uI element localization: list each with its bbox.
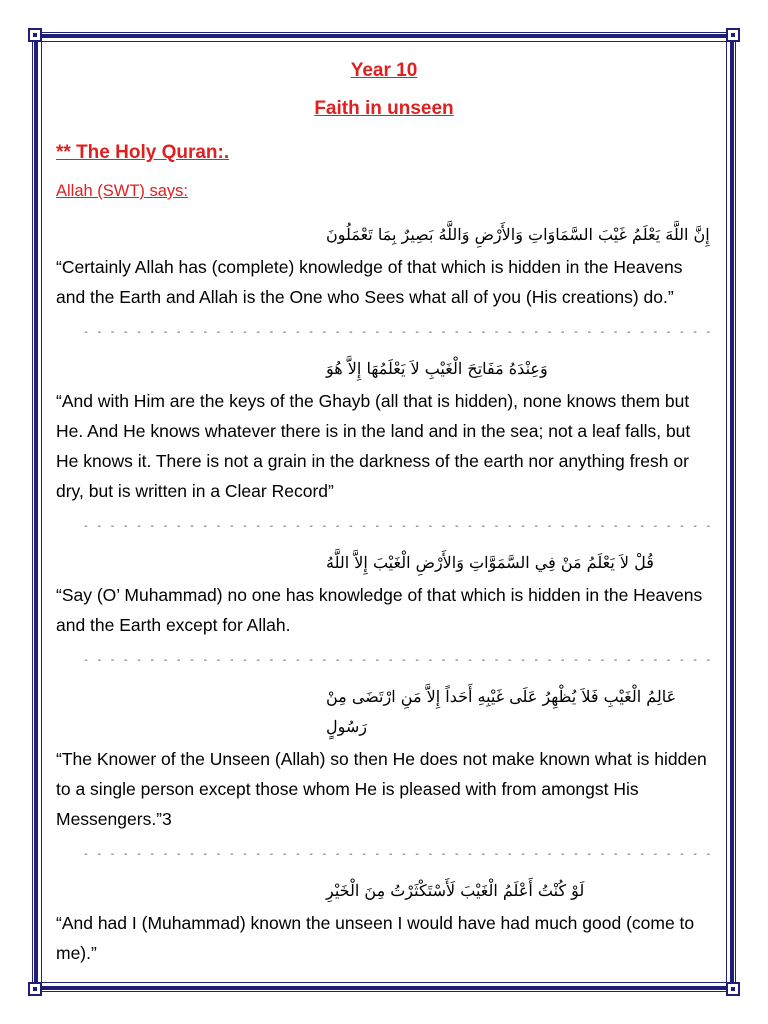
corner-ornament-bottom-right bbox=[726, 982, 740, 996]
section-intro: Allah (SWT) says: bbox=[56, 182, 189, 200]
dashed-separator: - - - - - - - - - - - - - - - - - - - - - - - - - - - - - - - - - - - - - - - - - - - - - - - - bbox=[83, 521, 712, 532]
corner-ornament-bottom-left bbox=[28, 982, 42, 996]
dashed-separator: - - - - - - - - - - - - - - - - - - - - - - - - - - - - - - - - - - - - - - - - - - - - - - - - bbox=[83, 655, 712, 666]
verse-arabic: قُلْ لاَ يَعْلَمُ مَنْ فِي السَّمَوَّاتِ وَالأَرْضِ الْغَيْبَ إِلاَّ اللَّهُ bbox=[326, 553, 654, 572]
corner-ornament-top-left bbox=[28, 28, 42, 42]
verse-translation: “And with Him are the keys of the Ghayb (all that is hidden), none knows them but He. And He knows whatever there is in the land and in the sea; not a leaf falls, but He knows it. There is not a grain in the darkness of the earth nor anything fresh or dry, but is written in a Clear Record” bbox=[56, 391, 691, 501]
verse-arabic: لَوْ كُنْتُ أَعْلَمُ الْغَيْبَ لَأَسْتَكْثَرْتُ مِنَ الْخَيْرِ bbox=[326, 881, 585, 900]
year-title: Year 10 bbox=[350, 60, 418, 81]
verse-arabic: وَعِنْدَهُ مَفَاتِحَ الْغَيْبِ لاَ يَعْلَمُهَا إِلاَّ هُوَ bbox=[326, 359, 548, 378]
verse-block-5 bbox=[56, 876, 712, 968]
verse-translation: “The Knower of the Unseen (Allah) so then He does not make known what is hidden to a single person except those whom He is pleased with from amongst His Messengers.”3 bbox=[56, 749, 707, 829]
topic-title: Faith in unseen bbox=[314, 98, 454, 119]
corner-ornament-top-right bbox=[726, 28, 740, 42]
verse-block-1 bbox=[56, 220, 712, 312]
document-body bbox=[56, 52, 712, 968]
verse-arabic: عَالِمُ الْغَيْبِ فَلاَ يُظْهِرُ عَلَى غَيْبِهِ أَحَداً إِلاَّ مَنِ ارْتَضَى مِنْ رَسُولٍ bbox=[326, 687, 677, 736]
verse-translation: “Certainly Allah has (complete) knowledge of that which is hidden in the Heavens and the Earth and Allah is the One who Sees what all of you (His creations) do.” bbox=[56, 257, 683, 307]
verse-block-4 bbox=[56, 682, 712, 834]
verse-block-2 bbox=[56, 354, 712, 506]
verse-block-3 bbox=[56, 548, 712, 640]
verse-translation: “Say (O’ Muhammad) no one has knowledge of that which is hidden in the Heavens and the Earth except for Allah. bbox=[56, 585, 703, 635]
section-heading: ** The Holy Quran:. bbox=[56, 142, 230, 163]
verse-translation: “And had I (Muhammad) known the unseen I would have had much good (come to me).” bbox=[56, 913, 695, 963]
verse-arabic: إِنَّ اللَّهَ يَعْلَمُ غَيْبَ السَّمَاوَاتِ وَالأَرْضِ وَاللَّهُ بَصِيرٌ بِمَا تَعْمَلُونَ bbox=[326, 225, 710, 244]
dashed-separator: - - - - - - - - - - - - - - - - - - - - - - - - - - - - - - - - - - - - - - - - - - - - - - - - bbox=[83, 327, 712, 338]
dashed-separator: - - - - - - - - - - - - - - - - - - - - - - - - - - - - - - - - - - - - - - - - - - - - - - - - bbox=[83, 849, 712, 860]
